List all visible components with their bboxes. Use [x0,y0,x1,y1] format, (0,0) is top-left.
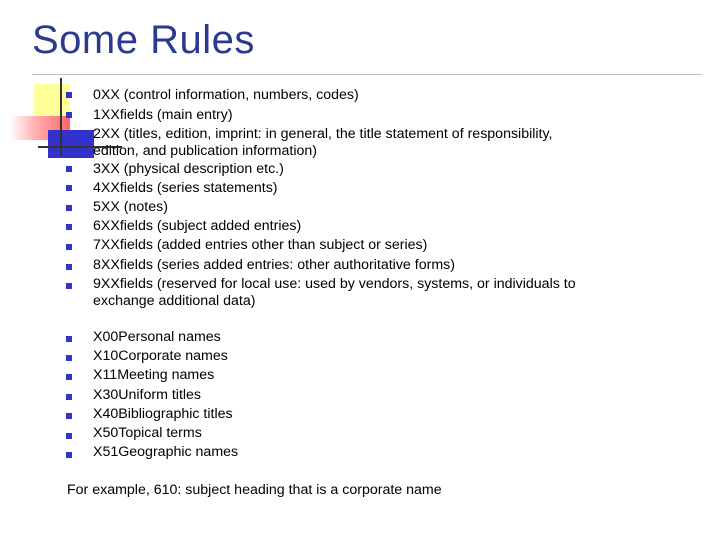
example-note: For example, 610: subject heading that is a corporate name [67,482,442,498]
list-item: 7XXfields (added entries other than subject or series) [93,237,428,253]
bullet-icon [66,264,72,270]
list-item: 3XX (physical description etc.) [93,161,284,177]
decorative-vertical-line [60,78,62,156]
list-item: X30Uniform titles [93,387,202,403]
list-item-continuation: edition, and publication information) [93,143,317,159]
list-item: 4XXfields (series statements) [93,180,278,196]
bullet-icon [66,374,72,380]
bullet-icon [66,224,72,230]
bullet-icon [66,185,72,191]
list-item: 9XXfields (reserved for local use: used by vendors, systems, or individuals to [93,276,576,292]
bullet-icon [66,336,72,342]
list-item: X40Bibliographic titles [93,406,233,422]
list-item: X11Meeting names [93,367,215,383]
list-item: 2XX (titles, edition, imprint: in general, the title statement of responsibility, [93,126,553,142]
list-item-continuation: exchange additional data) [93,293,256,309]
bullet-icon [66,283,72,289]
list-item: X00Personal names [93,329,221,345]
bullet-icon [66,244,72,250]
bullet-icon [66,394,72,400]
list-item: 0XX (control information, numbers, codes) [93,87,359,103]
bullet-icon [66,131,72,137]
bullet-icon [66,166,72,172]
list-item: X10Corporate names [93,348,228,364]
bullet-icon [66,433,72,439]
title-divider [32,74,702,75]
bullet-icon [66,205,72,211]
bullet-icon [66,355,72,361]
bullet-icon [66,92,72,98]
list-item: 1XXfields (main entry) [93,107,233,123]
bullet-icon [66,413,72,419]
bullet-icon [66,112,72,118]
slide-title: Some Rules [32,18,255,62]
bullet-icon [66,452,72,458]
list-item: 6XXfields (subject added entries) [93,218,302,234]
list-item: X51Geographic names [93,444,239,460]
list-item: 5XX (notes) [93,199,168,215]
list-item: 8XXfields (series added entries: other authoritative forms) [93,257,455,273]
list-item: X50Topical terms [93,425,202,441]
